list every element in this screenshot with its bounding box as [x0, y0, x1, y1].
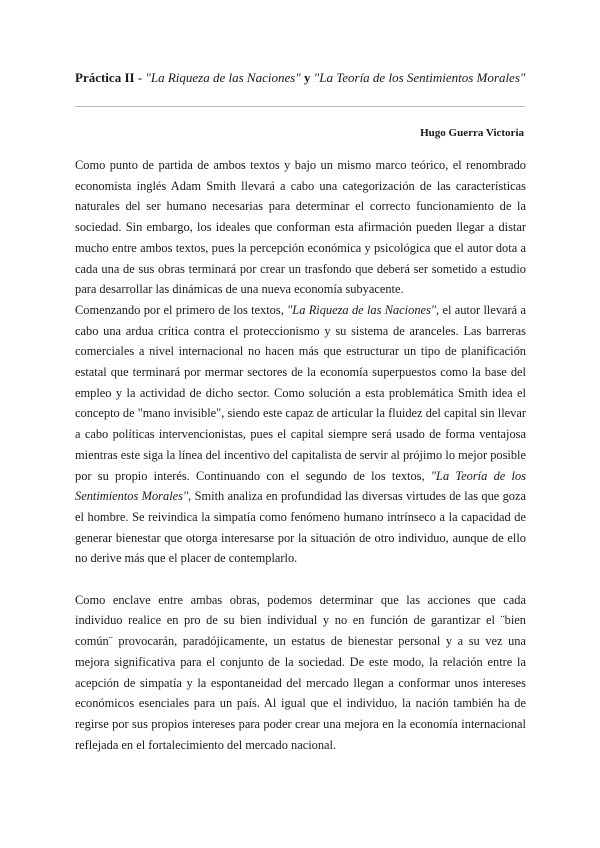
- title-prefix: Práctica II: [75, 70, 135, 85]
- paragraph-2-text-e: , Smith analiza en profundidad las diversas virtudes de las que goza el hombre. Se reivindica la simpatía como fenómeno humano intrínseco a la capacidad de generar bienestar que otorga interesarse por la situación de otro individuo, aunque de ello no derive más que el placer de contemplarlo.: [75, 489, 527, 566]
- paragraph-1: Como punto de partida de ambos textos y bajo un mismo marco teórico, el renombrado economista inglés Adam Smith llevará a cabo una categorización de las características naturales del ser humano necesarias para determinar el correcto funcionamiento de la sociedad. Sin embargo, los ideales que conforman esta afirmación pueden llegar a distar mucho entre ambos textos, pues la percepción económica y psicológica que el autor dota a cada una de sus obras terminará por crear un trasfondo que deberá ser sometido a estudio para desarrollar las dinámicas de una nueva economía subyacente.: [75, 158, 526, 297]
- title-divider: [75, 106, 525, 107]
- document-title: [75, 70, 535, 86]
- paragraph-2-work-1: "La Riqueza de las Naciones",: [287, 302, 440, 317]
- author-name: Hugo Guerra Victoria: [420, 127, 524, 139]
- title-work-2: "La Teoría de los Sentimientos Morales": [313, 70, 526, 85]
- paragraph-2: [75, 300, 526, 569]
- title-conjunction: y: [300, 70, 314, 85]
- document-body: [75, 155, 526, 755]
- paragraph-2-work-2: "La Teoría de los Sentimientos Morales": [75, 468, 526, 504]
- paragraph-2-text-a: Comenzando por el primero de los textos,: [75, 302, 288, 317]
- title-work-1: "La Riqueza de las Naciones": [145, 70, 301, 85]
- paragraph-3: Como enclave entre ambas obras, podemos determinar que las acciones que cada individuo realice en pro de su bien individual y no en función de garantizar el ¨bien común¨ provocarán, paradójicamente, un estatus de bienestar personal y a su vez una mejora significativa para el conjunto de la sociedad. De este modo, la relación entre la acepción de simpatía y la espontaneidad del mercado llegan a conformar unos intereses económicos esenciales para un país. Al igual que el individuo, la nación también ha de regirse por sus propios intereses para poder crear una mejora en la economía internacional reflejada en el fortalecimiento del mercado nacional.: [75, 592, 526, 752]
- title-separator: -: [134, 70, 146, 85]
- paragraph-2-text-c: el autor llevará a cabo una ardua crítica contra el proteccionismo y su sistema de aranceles. Las barreras comerciales a nivel internacional no hacen más que estructurar un tipo de planificación estatal que terminará por mermar sectores de la economía superpuestos como la base del empleo y la actividad de dicho sector. Como solución a esta problemática Smith idea el concepto de "mano invisible", siendo este capaz de articular la fluidez del capital sin llevar a cabo políticas intervencionistas, pues el capital siempre será usado de forma ventajosa mientras este siga la línea del incentivo del capitalista de servir al prójimo lo mejor posible por su propio interés. Continuando con el segundo de los textos,: [75, 302, 526, 483]
